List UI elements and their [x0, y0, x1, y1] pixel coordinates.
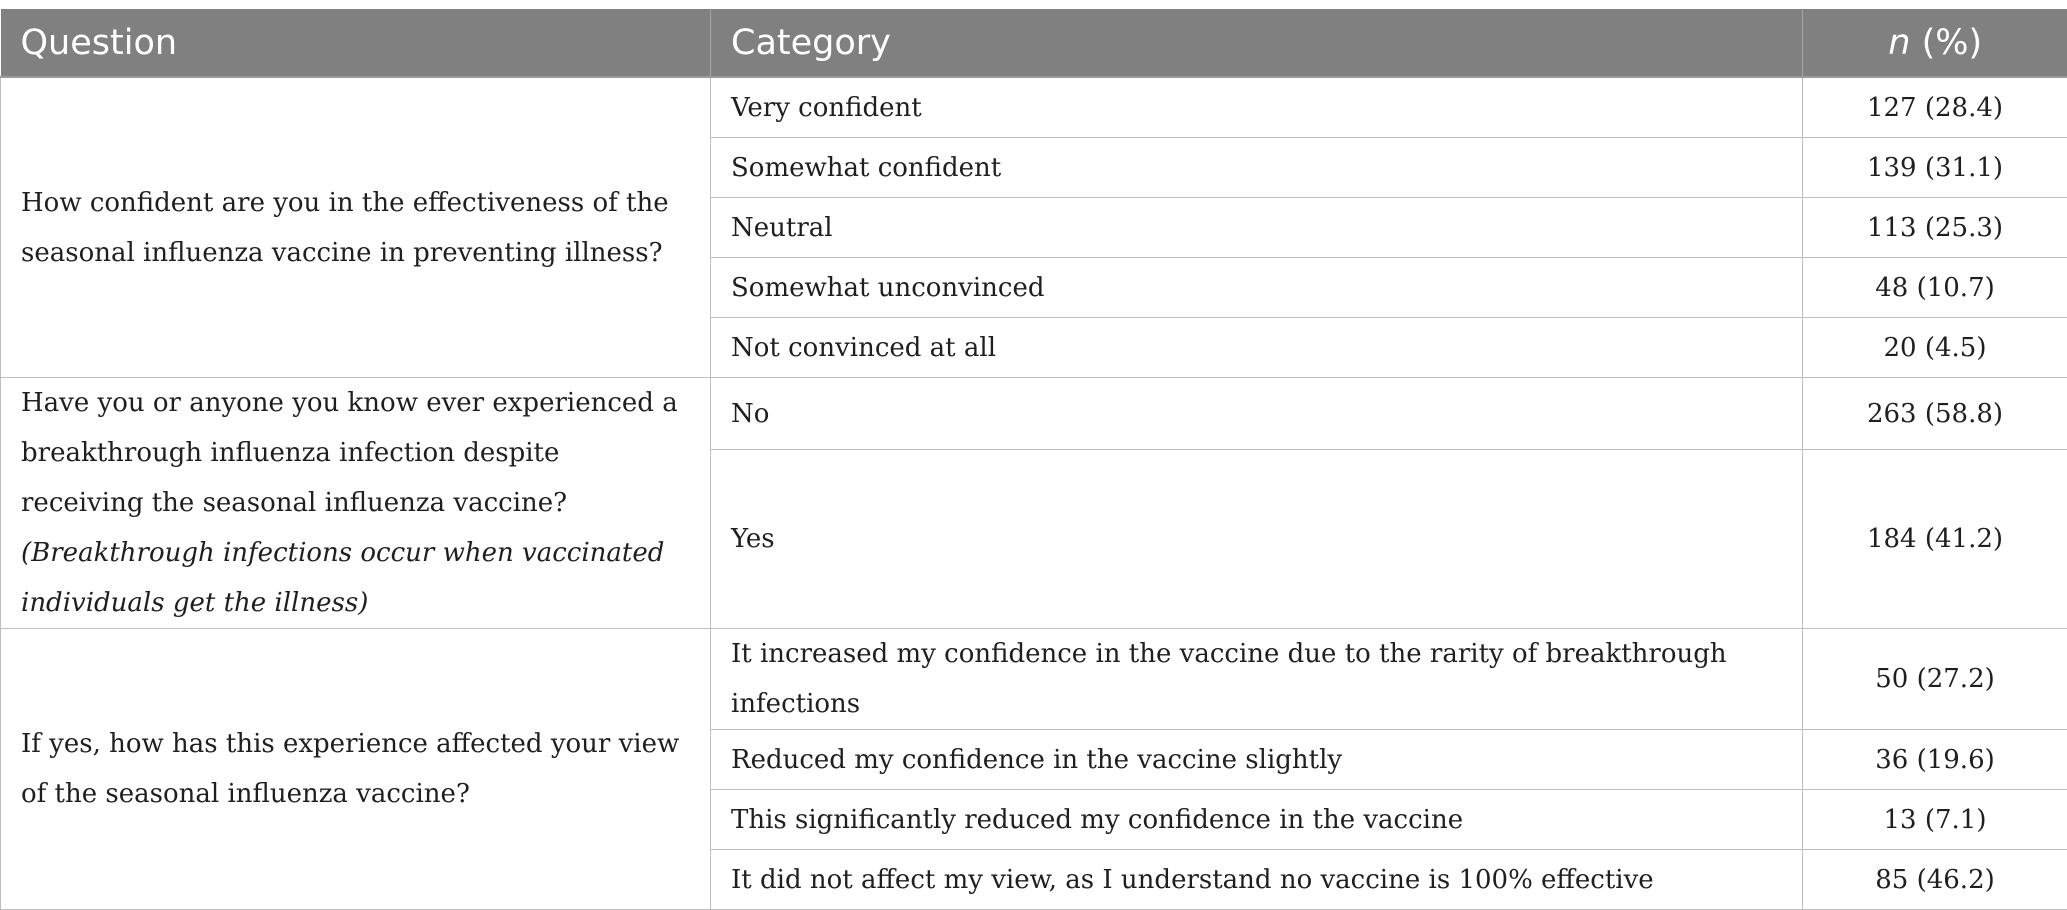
- count-cell: 127 (28.4): [1803, 77, 2067, 138]
- table-body: [1, 77, 2067, 910]
- question-cell: If yes, how has this experience affected your view of the seasonal influenza vaccine?: [1, 629, 711, 910]
- count-cell: 36 (19.6): [1803, 730, 2067, 790]
- category-cell: Somewhat confident: [711, 138, 1803, 198]
- header-row: [1, 9, 2067, 77]
- table-row: [1, 77, 2067, 138]
- table-row: [1, 629, 2067, 730]
- count-cell: 139 (31.1): [1803, 138, 2067, 198]
- question-text: Have you or anyone you know ever experienced a breakthrough influenza infection despite receiving the seasonal influenza vaccine?: [21, 388, 678, 518]
- category-cell: It did not affect my view, as I understand no vaccine is 100% effective: [711, 850, 1803, 910]
- question-cell: How confident are you in the effectiveness of the seasonal influenza vaccine in preventing illness?: [1, 77, 711, 378]
- category-cell: Reduced my confidence in the vaccine slightly: [711, 730, 1803, 790]
- count-cell: 263 (58.8): [1803, 378, 2067, 450]
- count-cell: 113 (25.3): [1803, 198, 2067, 258]
- count-cell: 13 (7.1): [1803, 790, 2067, 850]
- header-category: Category: [711, 9, 1803, 77]
- category-cell: Not convinced at all: [711, 318, 1803, 378]
- count-cell: 85 (46.2): [1803, 850, 2067, 910]
- category-cell: Very confident: [711, 77, 1803, 138]
- table-row: [1, 378, 2067, 450]
- question-cell: [1, 378, 711, 629]
- header-percent-label: (%): [1910, 23, 1982, 63]
- header-question: Question: [1, 9, 711, 77]
- count-cell: 48 (10.7): [1803, 258, 2067, 318]
- category-cell: It increased my confidence in the vaccine due to the rarity of breakthrough infections: [711, 629, 1803, 730]
- question-note: (Breakthrough infections occur when vaccinated individuals get the illness): [21, 538, 664, 618]
- count-cell: 184 (41.2): [1803, 450, 2067, 629]
- table-header: [1, 9, 2067, 77]
- category-cell: No: [711, 378, 1803, 450]
- header-n-percent: [1803, 9, 2067, 77]
- count-cell: 50 (27.2): [1803, 629, 2067, 730]
- count-cell: 20 (4.5): [1803, 318, 2067, 378]
- survey-results-table: [0, 9, 2067, 910]
- category-cell: Yes: [711, 450, 1803, 629]
- category-cell: Neutral: [711, 198, 1803, 258]
- category-cell: Somewhat unconvinced: [711, 258, 1803, 318]
- category-cell: This significantly reduced my confidence in the vaccine: [711, 790, 1803, 850]
- header-n-label: n: [1888, 23, 1910, 63]
